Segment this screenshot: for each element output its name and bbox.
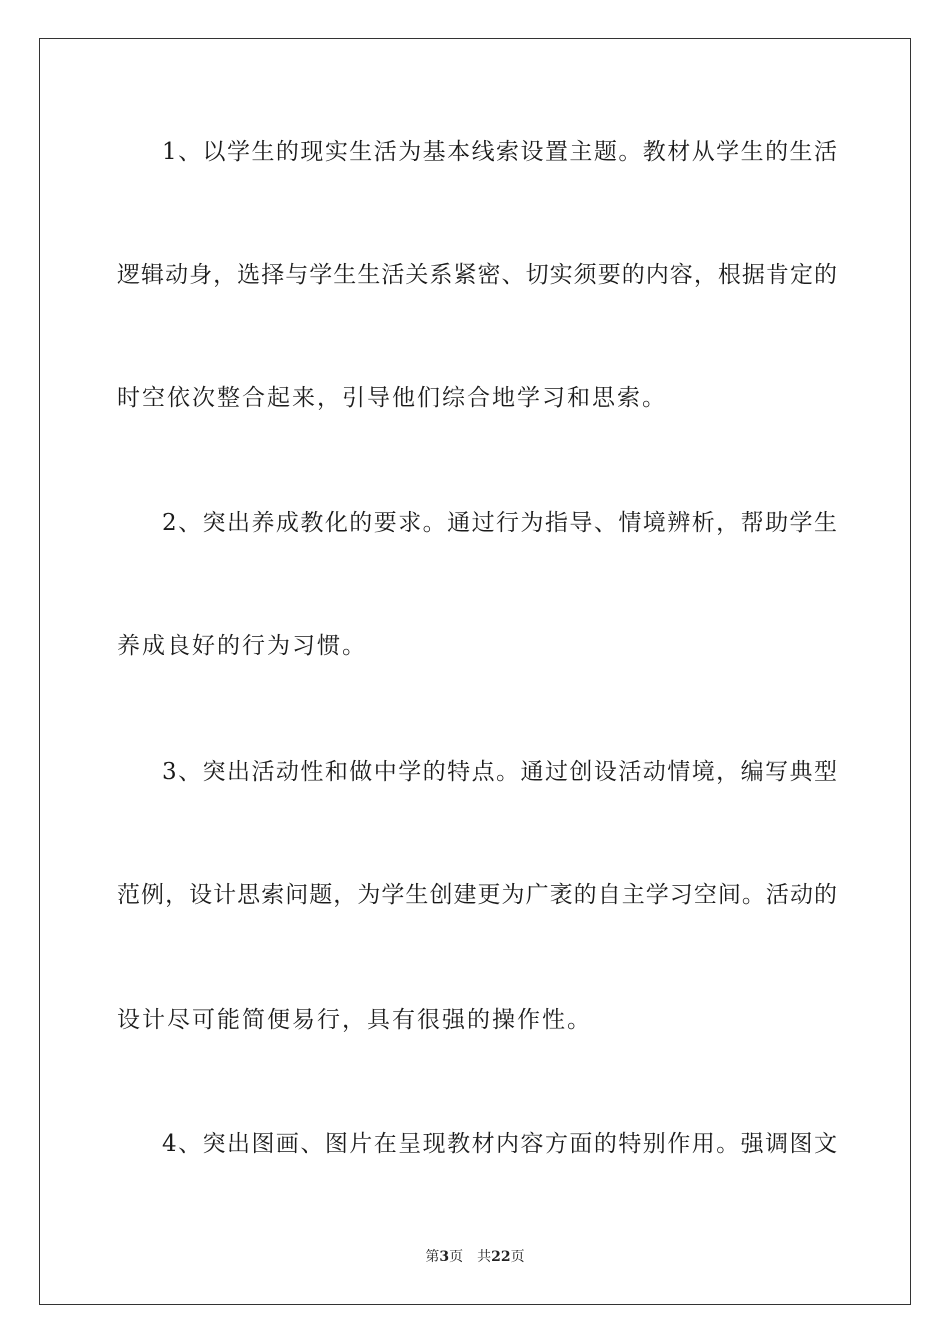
total-prefix: 共 <box>477 1249 492 1265</box>
page-prefix: 第 <box>425 1249 440 1265</box>
paragraph-4-line-1: 4、突出图画、图片在呈现教材内容方面的特别作用。强调图文 <box>162 1131 837 1157</box>
paragraph-1-line-1: 1、以学生的现实生活为基本线索设置主题。教材从学生的生活 <box>162 139 837 165</box>
page-suffix: 页 <box>449 1249 464 1265</box>
paragraph-1-line-2: 逻辑动身，选择与学生生活关系紧密、切实须要的内容，根据肯定的 <box>117 262 837 288</box>
paragraph-3-line-2: 范例，设计思索问题，为学生创建更为广袤的自主学习空间。活动的 <box>117 882 837 908</box>
paragraph-3-line-1: 3、突出活动性和做中学的特点。通过创设活动情境，编写典型 <box>162 759 837 785</box>
paragraph-1-line-3: 时空依次整合起来，引导他们综合地学习和思索。 <box>117 385 667 411</box>
paragraph-2-line-1: 2、突出养成教化的要求。通过行为指导、情境辨析，帮助学生 <box>162 510 837 536</box>
paragraph-3-line-3: 设计尽可能简便易行，具有很强的操作性。 <box>117 1007 592 1033</box>
page-current: 3 <box>439 1249 450 1265</box>
paragraph-2-line-2: 养成良好的行为习惯。 <box>117 633 367 659</box>
total-suffix: 页 <box>510 1249 525 1265</box>
page-frame <box>39 38 911 1305</box>
page-footer <box>0 1248 950 1266</box>
page-total: 22 <box>491 1249 511 1265</box>
